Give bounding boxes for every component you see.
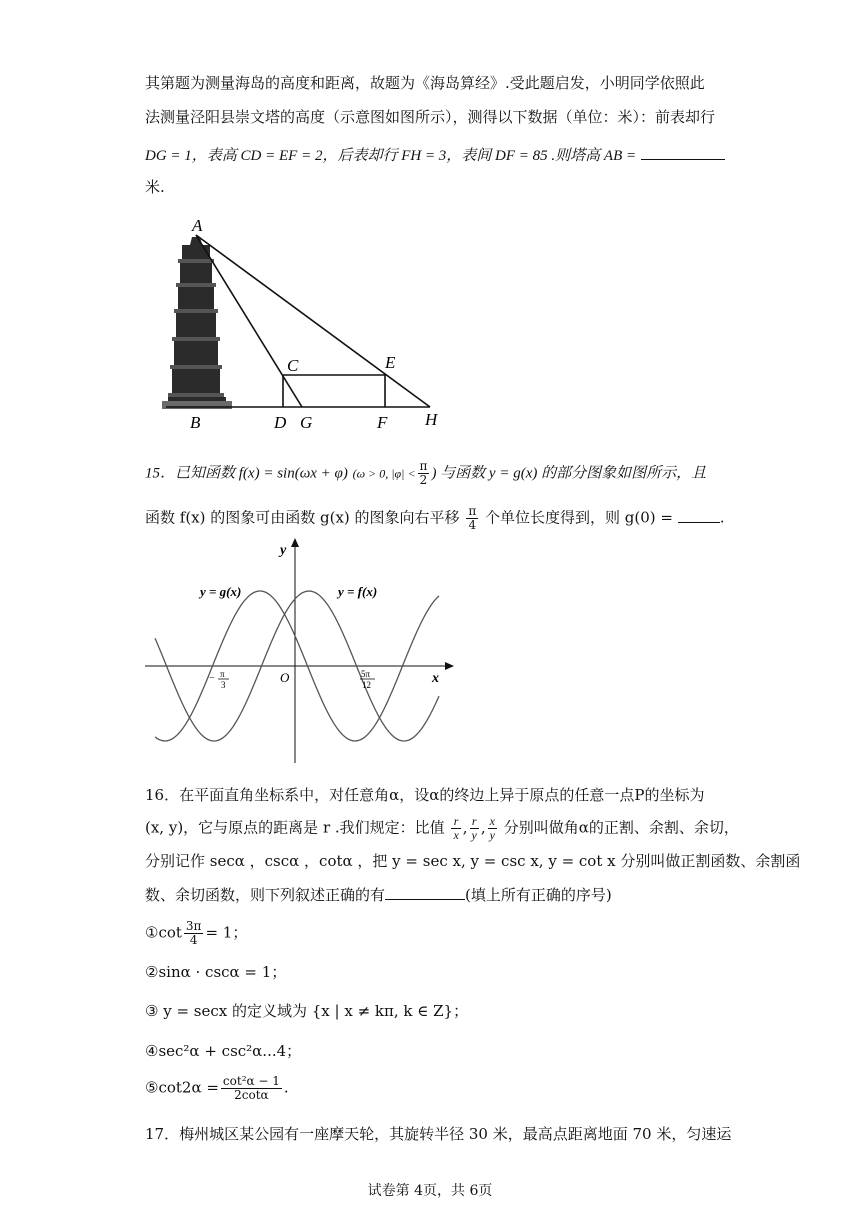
p14-line-3 bbox=[145, 143, 725, 166]
tick-left-sign: − bbox=[209, 673, 215, 684]
p15-frac-pi2 bbox=[418, 460, 430, 487]
p14-line-2: 法测量泾阳县崇文塔的高度（示意图如图所示），测得以下数据（单位：米）：前表却行 bbox=[145, 108, 716, 126]
label-A: A bbox=[192, 216, 203, 235]
label-C: C bbox=[287, 356, 299, 375]
p16-option-1-rest: = 1； bbox=[205, 923, 248, 942]
label-G: G bbox=[300, 413, 313, 432]
y-axis-arrow bbox=[291, 538, 299, 547]
p16-option-1-frac bbox=[184, 920, 204, 947]
p15-answer-blank[interactable] bbox=[678, 506, 720, 523]
label-H: H bbox=[425, 410, 438, 429]
p16-option-5-frac bbox=[221, 1075, 282, 1102]
p16-line-1: 16．在平面直角坐标系中，对任意角α，设α的终边上异于原点的任意一点P的坐标为 bbox=[145, 786, 705, 804]
p15-frac-pi4 bbox=[466, 505, 478, 532]
p15-line-1-rest: ) 与函数 y = g(x) 的部分图象如图所示，且 bbox=[431, 465, 707, 482]
f-label: y = f(x) bbox=[338, 584, 378, 599]
p16-line-2: (x, y)，它与原点的距离是 r .我们规定：比值 $\frac{r}{x}$ , $\frac{r}{y}$ , $\frac{x}{y}$ 分别叫做角α的正割、余割、余切， bbox=[145, 814, 739, 842]
p16-line-4-text: 数、余切函数，则下列叙述正确的有 bbox=[145, 886, 386, 904]
p16-frac-ry bbox=[470, 815, 479, 842]
p15-cond: (ω > 0, |φ| < bbox=[352, 466, 416, 481]
origin-label: O bbox=[280, 670, 290, 685]
p14-line-3-text: DG = 1，表高 CD = EF = 2，后表却行 FH = 3，表间 DF = 85 .则塔高 AB = bbox=[145, 148, 637, 164]
p16-option-2: ②sinα · cscα = 1； bbox=[145, 963, 287, 981]
x-axis-arrow bbox=[445, 662, 454, 670]
p16-frac-ry-den: y bbox=[471, 828, 477, 842]
p15-frac-pi2-num: π bbox=[419, 459, 428, 473]
label-F: F bbox=[377, 413, 388, 432]
p16-option-1 bbox=[145, 920, 247, 947]
p14-line-1: 其第题为测量海岛的高度和距离，故题为《海岛算经》.受此题启发，小明同学依照此 bbox=[145, 74, 705, 92]
label-B: B bbox=[190, 413, 201, 432]
p16-option-5-frac-num: cot²α − 1 bbox=[222, 1074, 280, 1088]
p16-option-4: ④sec²α + csc²α...4； bbox=[145, 1042, 302, 1060]
p16-option-1-text: ①cot bbox=[145, 923, 182, 942]
tick-right-den: 12 bbox=[362, 680, 371, 690]
function-graph bbox=[140, 535, 460, 765]
page-footer: 试卷第 4页，共 6页 bbox=[367, 1183, 493, 1199]
p16-option-5 bbox=[145, 1075, 289, 1102]
p14-line-4: 米. bbox=[145, 178, 165, 196]
p15-frac-pi2-den: 2 bbox=[419, 473, 428, 487]
p16-frac-rx-den: x bbox=[453, 828, 459, 842]
p17-line-1: 17．梅州城区某公园有一座摩天轮，其旋转半径 30 米，最高点距离地面 70 米，匀速运 bbox=[145, 1125, 732, 1143]
p15-period: . bbox=[719, 508, 725, 527]
p15-line-1 bbox=[145, 460, 706, 487]
p16-frac-rx-num: r bbox=[451, 815, 460, 829]
p16-frac-xy bbox=[488, 815, 497, 842]
p15-func-f: 15．已知函数 f(x) = sin(ωx + φ) bbox=[145, 465, 348, 482]
p16-line-4 bbox=[145, 883, 612, 905]
p16-frac-ry-num: r bbox=[470, 815, 479, 829]
p16-line-3: 分别记作 secα ，cscα ，cotα ，把 y = sec x, y = csc x, y = cot x 分别叫做正割函数、余割函 bbox=[145, 852, 801, 870]
p16-option-5-text: ⑤cot2α = bbox=[145, 1078, 219, 1097]
pagoda-figure bbox=[150, 215, 450, 435]
p16-line-4-rest: (填上所有正确的序号) bbox=[465, 886, 612, 904]
label-D: D bbox=[274, 413, 287, 432]
p16-option-5-frac-den: 2cotα bbox=[234, 1088, 269, 1102]
p16-answer-blank[interactable] bbox=[385, 883, 465, 900]
label-E: E bbox=[385, 353, 396, 372]
g-label: y = g(x) bbox=[200, 584, 242, 599]
x-axis-label: x bbox=[432, 671, 439, 686]
tick-right-num: 5π bbox=[361, 669, 371, 679]
p16-frac-rx bbox=[451, 815, 460, 842]
pagoda-illustration bbox=[162, 237, 232, 409]
tick-left-num: π bbox=[220, 669, 225, 679]
p16-line-2-rest: 分别叫做角α的正割、余割、余切， bbox=[503, 818, 739, 837]
p15-line-2-rest: 个单位长度得到，则 g(0) = bbox=[485, 508, 673, 527]
p15-line-2-text: 函数 f(x) 的图象可由函数 g(x) 的图象向右平移 bbox=[145, 508, 460, 527]
p16-option-1-frac-num: 3π bbox=[185, 919, 202, 933]
p16-line-2-text: (x, y)，它与原点的距离是 r .我们规定：比值 bbox=[145, 818, 445, 837]
p15-frac-pi4-den: 4 bbox=[468, 518, 477, 532]
p16-option-1-frac-den: 4 bbox=[189, 933, 198, 947]
p16-option-3: ③ y = secx 的定义域为 {x | x ≠ kπ, k ∈ Z}； bbox=[145, 1002, 469, 1020]
p16-option-5-rest: . bbox=[283, 1078, 289, 1097]
p16-frac-xy-den: y bbox=[489, 828, 495, 842]
p15-frac-pi4-num: π bbox=[468, 504, 477, 518]
tick-left-den: 3 bbox=[221, 680, 226, 690]
p15-line-2 bbox=[145, 505, 725, 532]
y-axis-label: y bbox=[280, 543, 287, 558]
p14-answer-blank[interactable] bbox=[641, 143, 725, 160]
p16-frac-xy-num: x bbox=[489, 814, 495, 828]
